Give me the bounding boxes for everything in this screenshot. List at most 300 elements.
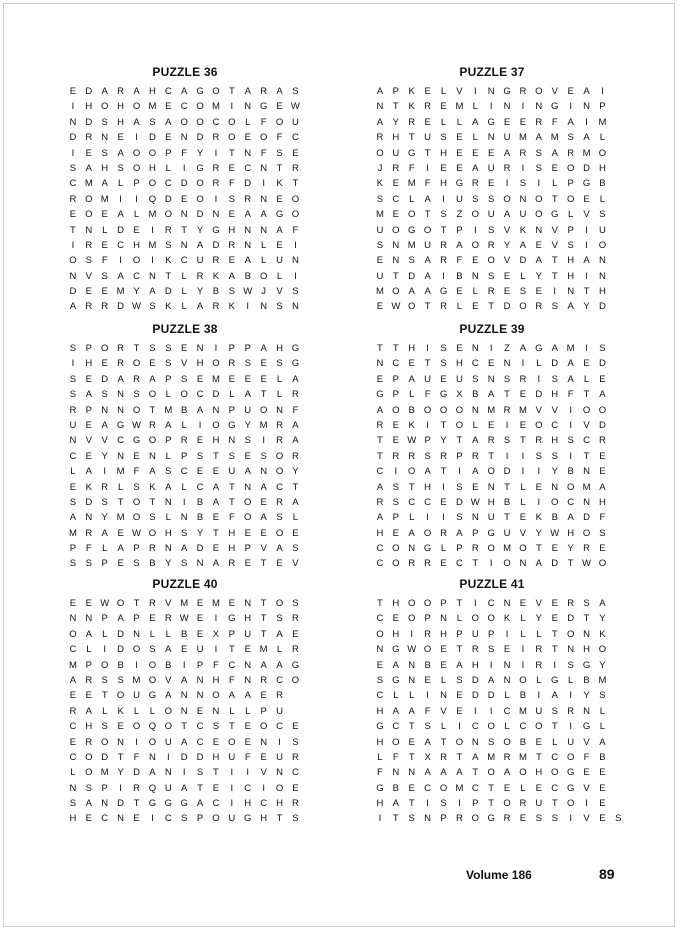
- grid-letter: E: [212, 736, 220, 748]
- grid-letter: O: [132, 147, 141, 159]
- grid-letter: T: [456, 751, 463, 763]
- grid-letter: L: [552, 736, 558, 748]
- grid-letter: S: [488, 270, 495, 282]
- grid-letter: A: [456, 527, 463, 539]
- grid-letter: I: [458, 798, 461, 810]
- grid-letter: V: [583, 736, 590, 748]
- grid-letter: L: [599, 132, 606, 144]
- grid-letter: H: [85, 101, 93, 113]
- grid-letter: S: [69, 558, 77, 570]
- grid-letter: Y: [583, 301, 590, 313]
- grid-letter: S: [165, 343, 172, 354]
- grid-letter: S: [101, 389, 108, 401]
- grid-letter: Y: [567, 543, 574, 555]
- grid-letter: T: [260, 598, 267, 609]
- grid-letter: S: [599, 527, 606, 539]
- grid-letter: V: [165, 674, 172, 686]
- grid-letter: A: [376, 404, 384, 416]
- grid-letter: N: [180, 209, 188, 221]
- grid-letter: T: [424, 209, 431, 221]
- grid-letter: P: [133, 613, 140, 625]
- grid-letter: S: [101, 270, 108, 282]
- grid-letter: E: [196, 598, 204, 609]
- grid-letter: P: [392, 389, 399, 401]
- grid-letter: E: [244, 450, 251, 462]
- grid-row: [372, 480, 610, 495]
- grid-letter: L: [409, 512, 415, 524]
- grid-letter: G: [116, 419, 125, 431]
- grid-letter: O: [598, 404, 607, 416]
- grid-letter: L: [536, 358, 542, 370]
- grid-letter: U: [567, 736, 575, 748]
- grid-letter: I: [569, 813, 572, 825]
- grid-letter: Q: [148, 721, 157, 733]
- grid-letter: H: [117, 116, 125, 128]
- grid-letter: W: [470, 496, 480, 508]
- grid-letter: D: [101, 751, 109, 763]
- grid-letter: F: [181, 147, 188, 159]
- grid-row: [372, 464, 610, 479]
- grid-letter: S: [376, 193, 384, 205]
- grid-letter: O: [566, 798, 575, 810]
- grid-letter: C: [376, 543, 384, 555]
- grid-letter: A: [244, 466, 251, 478]
- grid-letter: O: [392, 558, 400, 570]
- grid-letter: O: [132, 496, 141, 508]
- grid-letter: F: [567, 389, 574, 401]
- grid-letter: O: [101, 736, 109, 748]
- grid-letter: O: [598, 147, 607, 159]
- grid-letter: O: [487, 255, 495, 267]
- grid-letter: A: [392, 705, 399, 717]
- grid-letter: N: [376, 101, 384, 113]
- grid-letter: G: [275, 209, 284, 221]
- grid-letter: K: [165, 255, 172, 267]
- grid-letter: P: [424, 435, 431, 447]
- grid-letter: Y: [244, 419, 251, 431]
- grid-letter: V: [440, 705, 447, 717]
- grid-letter: M: [100, 767, 109, 779]
- grid-letter: A: [165, 644, 172, 656]
- grid-row: [372, 658, 626, 673]
- grid-letter: F: [228, 512, 235, 524]
- grid-letter: U: [376, 224, 384, 236]
- grid-letter: L: [276, 373, 283, 385]
- grid-letter: S: [244, 358, 251, 370]
- grid-letter: I: [521, 644, 525, 656]
- grid-letter: L: [520, 628, 526, 640]
- grid-letter: O: [439, 782, 448, 794]
- grid-letter: E: [181, 343, 188, 354]
- grid-letter: F: [424, 178, 431, 190]
- grid-letter: T: [551, 628, 558, 640]
- grid-letter: S: [599, 343, 606, 354]
- grid-letter: E: [101, 239, 108, 251]
- grid-letter: I: [473, 705, 477, 717]
- grid-letter: I: [442, 270, 445, 282]
- grid-letter: T: [504, 512, 510, 524]
- grid-letter: E: [503, 286, 511, 298]
- grid-letter: X: [212, 628, 220, 640]
- grid-letter: T: [520, 435, 526, 447]
- grid-letter: G: [164, 798, 172, 810]
- grid-letter: G: [408, 147, 416, 159]
- grid-row: [372, 99, 610, 114]
- grid-letter: T: [276, 162, 283, 174]
- grid-letter: E: [244, 736, 251, 748]
- grid-letter: N: [260, 736, 268, 748]
- grid-letter: C: [471, 782, 479, 794]
- grid-letter: O: [164, 721, 172, 733]
- grid-letter: A: [424, 767, 431, 779]
- grid-letter: I: [585, 798, 588, 810]
- grid-row: [65, 207, 303, 222]
- grid-letter: T: [408, 481, 415, 493]
- grid-letter: N: [180, 512, 188, 524]
- grid-letter: M: [164, 404, 173, 416]
- grid-letter: N: [69, 782, 77, 794]
- grid-letter: M: [375, 209, 384, 221]
- grid-letter: B: [599, 178, 606, 190]
- grid-row: [65, 658, 303, 673]
- grid-letter: O: [535, 209, 543, 221]
- grid-letter: H: [196, 358, 204, 370]
- grid-letter: C: [69, 644, 77, 656]
- grid-letter: T: [260, 389, 267, 401]
- grid-letter: L: [260, 255, 267, 267]
- grid-letter: O: [85, 209, 93, 221]
- grid-letter: A: [456, 659, 463, 671]
- grid-row: [372, 146, 610, 161]
- grid-letter: U: [598, 224, 606, 236]
- grid-letter: S: [567, 239, 574, 251]
- grid-letter: O: [598, 239, 607, 251]
- grid-letter: A: [551, 147, 558, 159]
- grid-row: [372, 611, 626, 626]
- grid-letter: W: [100, 598, 110, 609]
- grid-letter: L: [583, 373, 590, 385]
- grid-letter: G: [408, 224, 416, 236]
- grid-letter: Y: [535, 270, 543, 282]
- grid-letter: T: [101, 690, 108, 702]
- grid-letter: E: [85, 598, 92, 609]
- grid-letter: A: [149, 466, 156, 478]
- grid-row: [65, 796, 303, 811]
- grid-row: [372, 238, 610, 253]
- grid-letter: V: [551, 224, 558, 236]
- grid-letter: S: [117, 674, 124, 686]
- grid-letter: B: [472, 389, 479, 401]
- grid-letter: Y: [101, 512, 108, 524]
- grid-letter: N: [164, 767, 172, 779]
- grid-letter: F: [424, 705, 431, 717]
- grid-letter: K: [117, 705, 124, 717]
- grid-row: [65, 719, 303, 734]
- grid-letter: E: [69, 598, 77, 609]
- grid-letter: T: [228, 147, 235, 159]
- grid-letter: H: [535, 767, 543, 779]
- grid-letter: S: [149, 116, 156, 128]
- puzzle-37: [372, 65, 612, 317]
- grid-letter: O: [180, 389, 188, 401]
- grid-letter: O: [582, 404, 591, 416]
- grid-row: [372, 284, 610, 299]
- grid-letter: A: [101, 178, 108, 190]
- grid-letter: T: [440, 419, 447, 431]
- grid-letter: S: [472, 373, 479, 385]
- grid-letter: N: [85, 224, 93, 236]
- grid-letter: S: [488, 736, 495, 748]
- grid-letter: O: [566, 628, 575, 640]
- grid-letter: L: [472, 101, 478, 113]
- grid-letter: E: [551, 543, 558, 555]
- grid-letter: S: [292, 86, 299, 97]
- grid-letter: H: [376, 527, 384, 539]
- grid-letter: S: [165, 358, 172, 370]
- grid-letter: S: [69, 389, 77, 401]
- grid-letter: E: [244, 721, 251, 733]
- grid-letter: C: [519, 721, 527, 733]
- grid-letter: H: [598, 162, 606, 174]
- grid-letter: R: [228, 558, 236, 570]
- grid-letter: E: [535, 782, 543, 794]
- grid-letter: A: [535, 558, 543, 570]
- grid-letter: C: [583, 435, 590, 447]
- grid-letter: L: [552, 178, 558, 190]
- grid-row: [372, 510, 610, 525]
- grid-letter: O: [228, 736, 236, 748]
- grid-letter: H: [392, 628, 400, 640]
- grid-row: [65, 341, 303, 356]
- grid-row: [65, 387, 303, 402]
- grid-letter: L: [440, 116, 447, 128]
- grid-letter: S: [376, 674, 384, 686]
- grid-letter: N: [487, 86, 495, 97]
- grid-letter: Q: [148, 193, 157, 205]
- grid-letter: C: [69, 751, 77, 763]
- grid-letter: A: [292, 496, 299, 508]
- grid-letter: N: [503, 674, 511, 686]
- grid-letter: L: [440, 721, 447, 733]
- grid-letter: R: [85, 527, 93, 539]
- grid-letter: R: [567, 705, 575, 717]
- grid-letter: R: [440, 751, 447, 763]
- grid-letter: T: [567, 558, 574, 570]
- grid-letter: I: [585, 239, 588, 251]
- grid-letter: Y: [196, 286, 204, 298]
- grid-letter: N: [487, 373, 495, 385]
- grid-letter: E: [196, 705, 204, 717]
- grid-letter: S: [472, 193, 479, 205]
- grid-letter: A: [567, 512, 574, 524]
- grid-letter: L: [245, 705, 251, 717]
- grid-letter: S: [535, 813, 543, 825]
- grid-letter: A: [69, 674, 77, 686]
- grid-letter: H: [598, 496, 606, 508]
- grid-letter: M: [148, 239, 157, 251]
- grid-letter: R: [260, 674, 268, 686]
- grid-letter: V: [503, 255, 511, 267]
- grid-letter: N: [471, 404, 479, 416]
- grid-letter: O: [212, 813, 220, 825]
- grid-letter: N: [85, 512, 93, 524]
- grid-letter: F: [85, 543, 92, 555]
- grid-row: [372, 192, 610, 207]
- grid-letter: C: [376, 558, 384, 570]
- grid-letter: O: [423, 404, 432, 416]
- grid-letter: M: [212, 598, 220, 609]
- grid-letter: N: [164, 496, 172, 508]
- grid-letter: O: [85, 767, 93, 779]
- grid-letter: U: [535, 705, 543, 717]
- grid-letter: O: [148, 147, 157, 159]
- grid-letter: O: [180, 116, 188, 128]
- grid-letter: T: [117, 751, 124, 763]
- grid-letter: E: [69, 86, 77, 97]
- grid-letter: R: [487, 435, 495, 447]
- grid-letter: I: [103, 466, 107, 478]
- grid-letter: M: [212, 101, 220, 113]
- grid-letter: L: [599, 721, 606, 733]
- grid-letter: P: [85, 343, 92, 354]
- grid-letter: S: [292, 286, 299, 298]
- grid-letter: U: [276, 705, 283, 717]
- grid-letter: A: [260, 343, 267, 354]
- grid-row: [65, 811, 303, 826]
- grid-letter: G: [132, 435, 141, 447]
- grid-letter: O: [101, 101, 109, 113]
- grid-letter: M: [116, 286, 125, 298]
- grid-letter: E: [244, 558, 251, 570]
- grid-letter: M: [84, 178, 93, 190]
- grid-letter: T: [583, 450, 590, 462]
- grid-letter: L: [117, 481, 124, 493]
- grid-letter: C: [196, 389, 204, 401]
- grid-letter: P: [392, 373, 399, 385]
- grid-letter: I: [230, 782, 234, 794]
- grid-letter: M: [116, 466, 125, 478]
- grid-letter: I: [135, 659, 138, 671]
- grid-letter: I: [537, 178, 541, 190]
- grid-letter: D: [212, 239, 220, 251]
- grid-letter: I: [151, 224, 154, 236]
- grid-letter: N: [424, 813, 432, 825]
- grid-letter: A: [424, 736, 431, 748]
- grid-letter: R: [535, 116, 543, 128]
- grid-letter: E: [440, 644, 447, 656]
- grid-letter: R: [148, 598, 156, 609]
- grid-letter: E: [228, 373, 236, 385]
- grid-letter: D: [551, 358, 559, 370]
- grid-letter: T: [149, 404, 156, 416]
- grid-letter: U: [228, 751, 236, 763]
- grid-letter: R: [424, 628, 432, 640]
- grid-row: [372, 495, 610, 510]
- grid-letter: O: [275, 598, 284, 609]
- grid-row: [65, 627, 303, 642]
- grid-letter: I: [505, 628, 509, 640]
- grid-letter: T: [133, 798, 140, 810]
- grid-letter: E: [196, 435, 204, 447]
- grid-letter: M: [132, 674, 141, 686]
- grid-letter: P: [228, 343, 236, 354]
- grid-letter: E: [503, 116, 511, 128]
- grid-letter: S: [408, 813, 415, 825]
- grid-letter: D: [69, 286, 77, 298]
- grid-letter: R: [408, 450, 416, 462]
- grid-letter: O: [487, 613, 495, 625]
- grid-letter: O: [598, 644, 607, 656]
- grid-letter: Y: [101, 450, 108, 462]
- grid-letter: C: [276, 481, 283, 493]
- grid-letter: I: [294, 239, 297, 251]
- grid-letter: E: [551, 162, 558, 174]
- grid-letter: C: [180, 466, 188, 478]
- grid-row: [65, 688, 303, 703]
- grid-letter: T: [149, 496, 156, 508]
- grid-letter: L: [292, 512, 299, 524]
- grid-letter: S: [181, 527, 188, 539]
- grid-letter: M: [180, 598, 189, 609]
- grid-letter: A: [85, 798, 92, 810]
- grid-letter: K: [228, 301, 236, 313]
- grid-letter: G: [566, 782, 575, 794]
- grid-letter: N: [291, 255, 299, 267]
- grid-letter: P: [165, 435, 172, 447]
- grid-letter: T: [488, 782, 495, 794]
- grid-letter: M: [503, 543, 512, 555]
- grid-letter: P: [196, 659, 204, 671]
- grid-letter: S: [456, 481, 463, 493]
- grid-row: [65, 735, 303, 750]
- grid-letter: E: [488, 419, 495, 431]
- grid-letter: O: [212, 419, 220, 431]
- grid-letter: E: [440, 558, 447, 570]
- grid-letter: R: [519, 86, 527, 97]
- grid-letter: O: [132, 512, 141, 524]
- grid-letter: L: [567, 209, 574, 221]
- grid-letter: O: [535, 86, 543, 97]
- grid-letter: X: [424, 751, 431, 763]
- grid-letter: S: [276, 147, 283, 159]
- grid-letter: T: [583, 613, 590, 625]
- grid-letter: S: [440, 358, 447, 370]
- grid-letter: N: [535, 224, 543, 236]
- grid-row: [65, 130, 303, 145]
- grid-letter: H: [212, 674, 220, 686]
- grid-letter: U: [376, 270, 384, 282]
- grid-letter: L: [260, 239, 267, 251]
- grid-letter: V: [101, 435, 108, 447]
- grid-letter: L: [456, 613, 463, 625]
- grid-letter: A: [472, 466, 479, 478]
- grid-letter: N: [471, 343, 479, 354]
- grid-letter: E: [392, 527, 399, 539]
- grid-letter: E: [101, 209, 108, 221]
- grid-letter: D: [551, 558, 559, 570]
- grid-letter: R: [117, 86, 125, 97]
- grid-letter: C: [392, 358, 400, 370]
- grid-letter: C: [551, 751, 559, 763]
- grid-letter: N: [276, 404, 283, 416]
- grid-letter: I: [585, 224, 588, 236]
- grid-letter: T: [377, 450, 383, 462]
- grid-row: [372, 627, 626, 642]
- grid-letter: U: [244, 628, 252, 640]
- grid-letter: S: [488, 224, 495, 236]
- grid-letter: B: [456, 270, 463, 282]
- grid-letter: O: [116, 690, 125, 702]
